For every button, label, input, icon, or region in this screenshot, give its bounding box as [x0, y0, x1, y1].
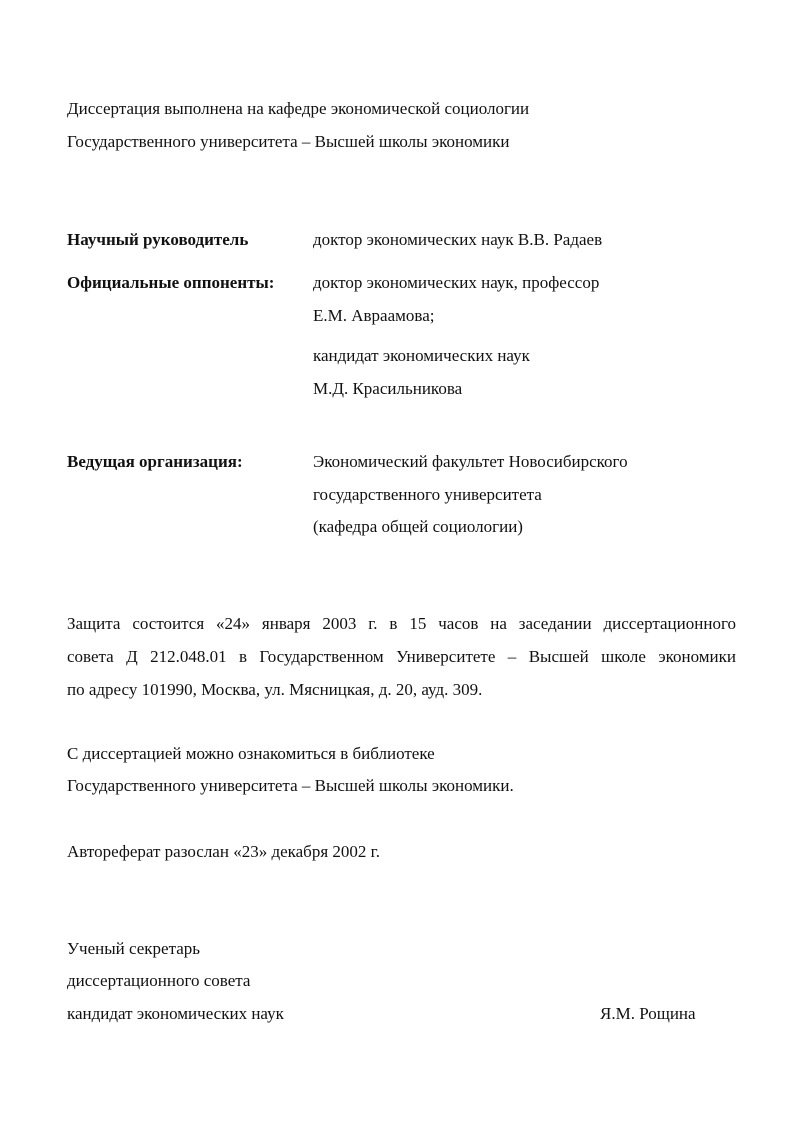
header-line-1: Диссертация выполнена на кафедре экономической социологии	[67, 99, 530, 118]
supervisor-label: Научный руководитель	[67, 230, 249, 249]
leading-org-line-2: государственного университета	[313, 485, 542, 504]
supervisor-value: доктор экономических наук В.В. Радаев	[313, 230, 603, 249]
secretary-name: Я.М. Рощина	[600, 1004, 696, 1023]
library-line-2: Государственного университета – Высшей школы экономики.	[67, 776, 514, 795]
opponent-2-title: кандидат экономических наук	[313, 346, 530, 365]
defense-line-2: совета Д 212.048.01 в Государственном Университете – Высшей школе экономики	[67, 647, 736, 666]
library-line-1: С диссертацией можно ознакомиться в библиотеке	[67, 744, 435, 763]
abstract-sent-line: Автореферат разослан «23» декабря 2002 г.	[67, 842, 380, 861]
secretary-line-1: Ученый секретарь	[67, 939, 201, 958]
defense-line-1: Защита состоится «24» января 2003 г. в 15 часов на заседании диссертационного	[67, 614, 736, 633]
leading-org-line-1: Экономический факультет Новосибирского	[313, 452, 628, 471]
opponent-1-title: доктор экономических наук, профессор	[313, 273, 600, 292]
leading-org-line-3: (кафедра общей социологии)	[313, 517, 523, 536]
opponent-2-name: М.Д. Красильникова	[313, 379, 463, 398]
secretary-line-3: кандидат экономических наук	[67, 1004, 284, 1023]
header-line-2: Государственного университета – Высшей школы экономики	[67, 132, 510, 151]
secretary-line-2: диссертационного совета	[67, 971, 251, 990]
leading-org-label: Ведущая организация:	[67, 452, 243, 471]
opponent-1-name: Е.М. Авраамова;	[313, 306, 435, 325]
opponents-label: Официальные оппоненты:	[67, 273, 275, 292]
defense-line-3: по адресу 101990, Москва, ул. Мясницкая, д. 20, ауд. 309.	[67, 680, 483, 699]
